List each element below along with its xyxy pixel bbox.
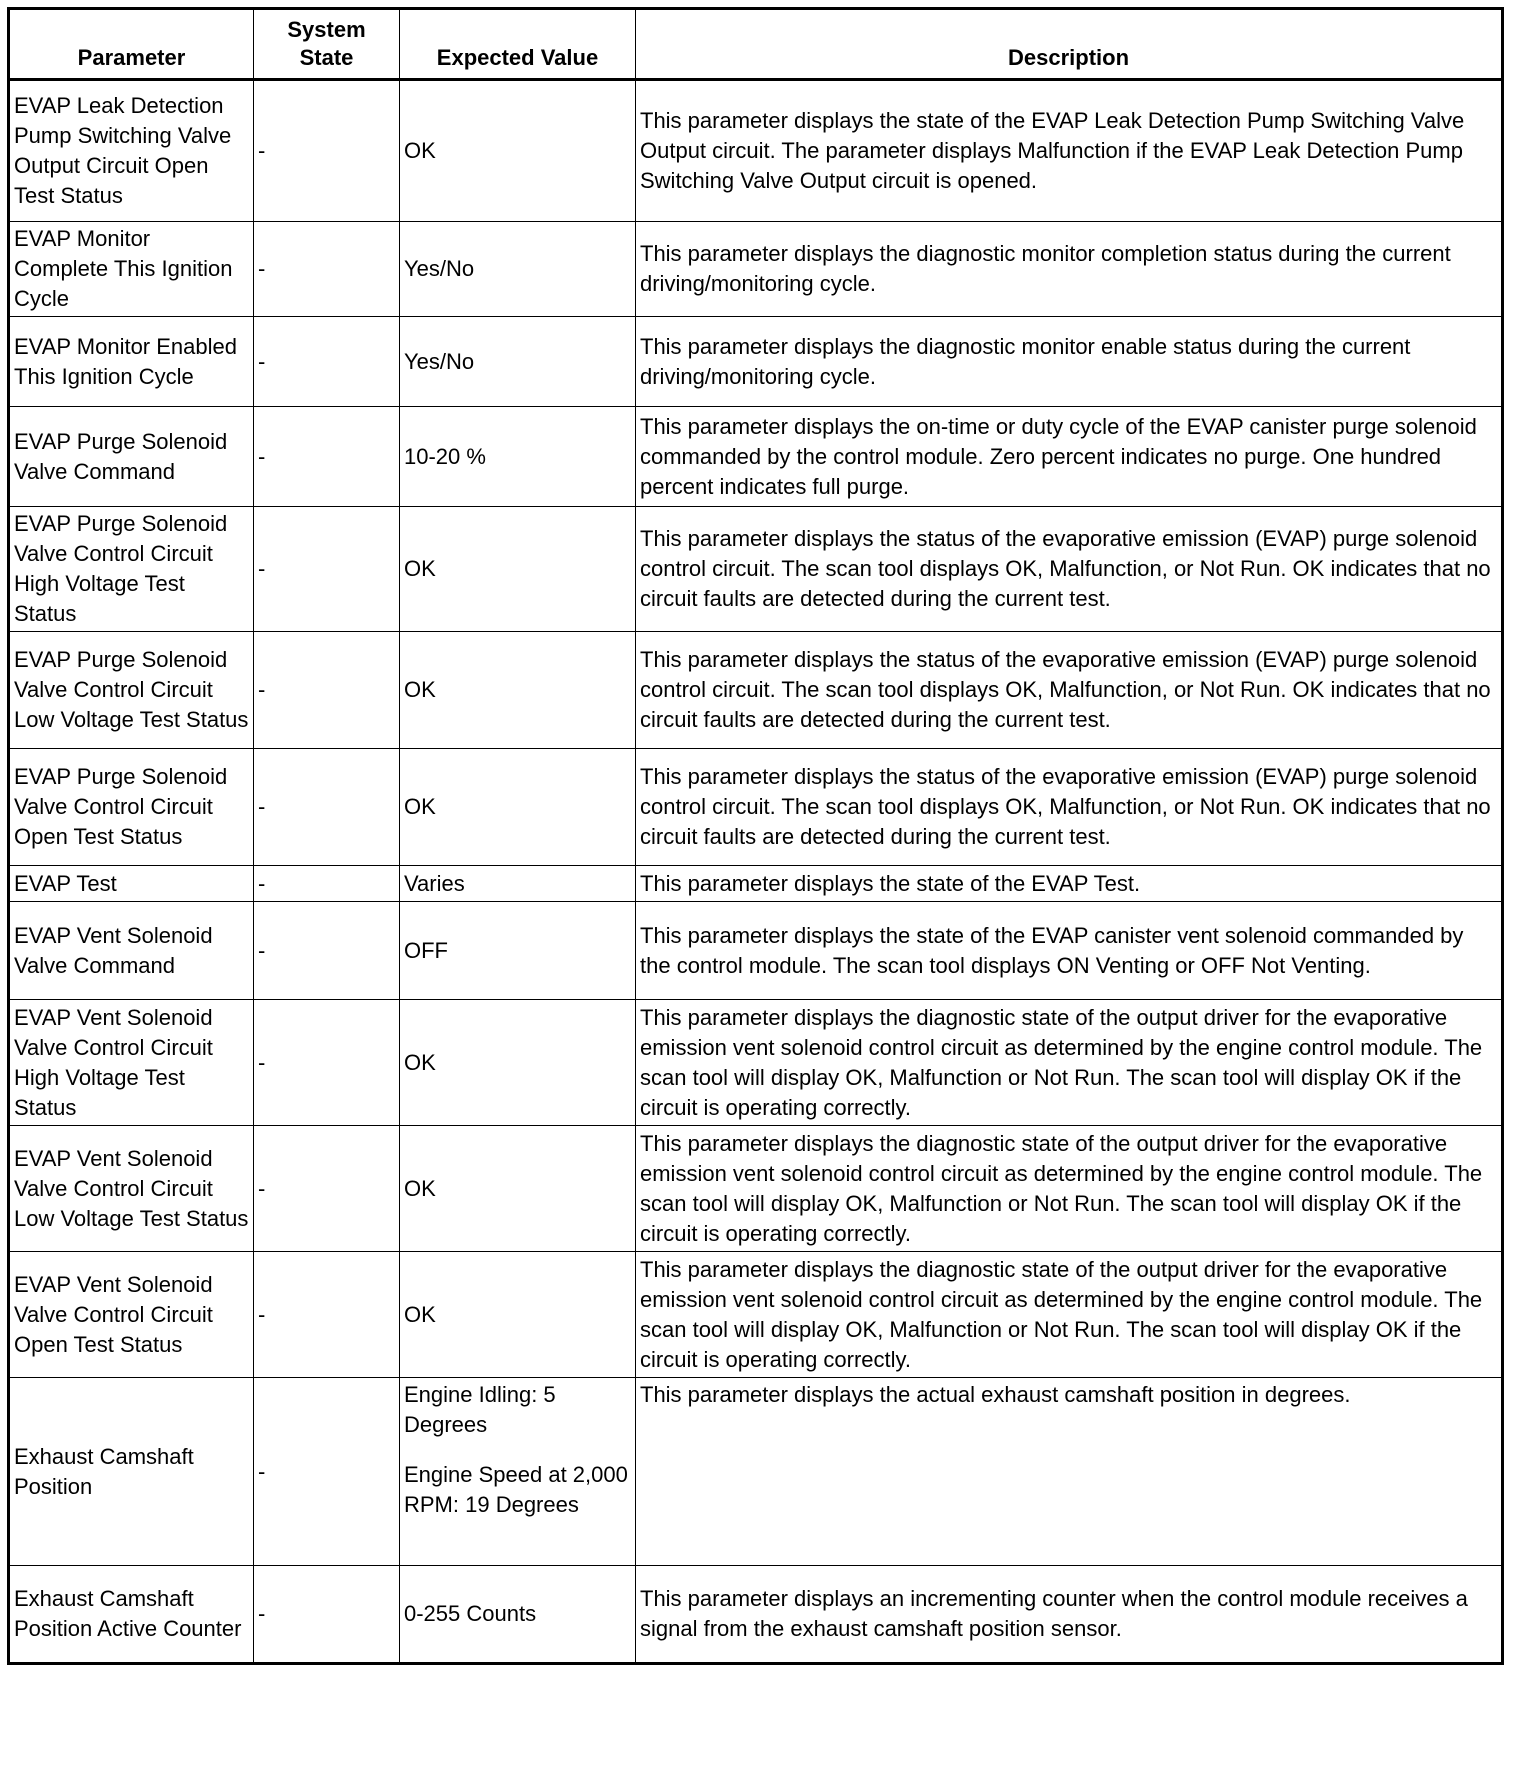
description-cell: This parameter displays the actual exhaust camshaft position in degrees. <box>636 1378 1503 1566</box>
table-row <box>9 749 1503 866</box>
expected-value-cell: 10-20 % <box>400 407 636 507</box>
table-row <box>9 1000 1503 1126</box>
system-state-cell: - <box>254 1378 400 1566</box>
parameter-cell: Exhaust Camshaft Position Active Counter <box>9 1566 254 1664</box>
system-state-cell: - <box>254 1252 400 1378</box>
table-row <box>9 1126 1503 1252</box>
parameter-cell: EVAP Vent Solenoid Valve Control Circuit High Voltage Test Status <box>9 1000 254 1126</box>
expected-value-cell: OK <box>400 749 636 866</box>
table-row <box>9 866 1503 902</box>
system-state-cell: - <box>254 1126 400 1252</box>
header-system-state: System State <box>254 9 400 80</box>
expected-value-cell: OK <box>400 1000 636 1126</box>
parameter-cell: EVAP Test <box>9 866 254 902</box>
description-cell: This parameter displays an incrementing counter when the control module receives a signal from the exhaust camshaft position sensor. <box>636 1566 1503 1664</box>
description-cell: This parameter displays the diagnostic state of the output driver for the evaporative emission vent solenoid control circuit as determined by the engine control module. The scan tool will display OK, Malfunction or Not Run. The scan tool will display OK if the circuit is operating correctly. <box>636 1252 1503 1378</box>
description-cell: This parameter displays the state of the EVAP canister vent solenoid commanded by the control module. The scan tool displays ON Venting or OFF Not Venting. <box>636 902 1503 1000</box>
table-row <box>9 507 1503 632</box>
table-row <box>9 1566 1503 1664</box>
parameter-cell: EVAP Purge Solenoid Valve Control Circuit Low Voltage Test Status <box>9 632 254 749</box>
parameter-cell: EVAP Vent Solenoid Valve Control Circuit Low Voltage Test Status <box>9 1126 254 1252</box>
table-row <box>9 902 1503 1000</box>
system-state-cell: - <box>254 407 400 507</box>
parameter-cell: EVAP Monitor Complete This Ignition Cycle <box>9 222 254 317</box>
header-description: Description <box>636 9 1503 80</box>
expected-value-cell: 0-255 Counts <box>400 1566 636 1664</box>
system-state-cell: - <box>254 80 400 222</box>
table-row <box>9 407 1503 507</box>
parameter-cell: EVAP Purge Solenoid Valve Control Circuit High Voltage Test Status <box>9 507 254 632</box>
expected-value-cell <box>400 1378 636 1566</box>
system-state-cell: - <box>254 749 400 866</box>
system-state-cell: - <box>254 866 400 902</box>
description-cell: This parameter displays the state of the EVAP Leak Detection Pump Switching Valve Output circuit. The parameter displays Malfunction if the EVAP Leak Detection Pump Switching Valve Output circuit is opened. <box>636 80 1503 222</box>
expected-value-cell: OK <box>400 80 636 222</box>
parameter-cell: EVAP Purge Solenoid Valve Command <box>9 407 254 507</box>
parameter-cell: EVAP Purge Solenoid Valve Control Circuit Open Test Status <box>9 749 254 866</box>
expected-value-cell: Yes/No <box>400 222 636 317</box>
description-cell: This parameter displays the status of the evaporative emission (EVAP) purge solenoid control circuit. The scan tool displays OK, Malfunction, or Not Run. OK indicates that no circuit faults are detected during the current test. <box>636 632 1503 749</box>
expected-value-cell: OK <box>400 507 636 632</box>
description-cell: This parameter displays the status of the evaporative emission (EVAP) purge solenoid control circuit. The scan tool displays OK, Malfunction, or Not Run. OK indicates that no circuit faults are detected during the current test. <box>636 507 1503 632</box>
table-row <box>9 1378 1503 1566</box>
parameter-cell: EVAP Monitor Enabled This Ignition Cycle <box>9 317 254 407</box>
expected-value-cell: OK <box>400 1252 636 1378</box>
expected-value-cell: Varies <box>400 866 636 902</box>
table-row <box>9 80 1503 222</box>
parameter-cell: EVAP Vent Solenoid Valve Command <box>9 902 254 1000</box>
parameter-table <box>7 7 1504 1665</box>
description-cell: This parameter displays the diagnostic state of the output driver for the evaporative emission vent solenoid control circuit as determined by the engine control module. The scan tool will display OK, Malfunction or Not Run. The scan tool will display OK if the circuit is operating correctly. <box>636 1126 1503 1252</box>
system-state-cell: - <box>254 507 400 632</box>
expected-value-cell: Yes/No <box>400 317 636 407</box>
system-state-cell: - <box>254 317 400 407</box>
expected-value-2000rpm: Engine Speed at 2,000 RPM: 19 Degrees <box>404 1462 628 1517</box>
table-row <box>9 317 1503 407</box>
system-state-cell: - <box>254 1000 400 1126</box>
expected-value-cell: OK <box>400 632 636 749</box>
parameter-cell: EVAP Leak Detection Pump Switching Valve Output Circuit Open Test Status <box>9 80 254 222</box>
system-state-cell: - <box>254 902 400 1000</box>
system-state-cell: - <box>254 632 400 749</box>
expected-value-cell: OK <box>400 1126 636 1252</box>
parameter-cell: EVAP Vent Solenoid Valve Control Circuit Open Test Status <box>9 1252 254 1378</box>
description-cell: This parameter displays the diagnostic state of the output driver for the evaporative emission vent solenoid control circuit as determined by the engine control module. The scan tool will display OK, Malfunction or Not Run. The scan tool will display OK if the circuit is operating correctly. <box>636 1000 1503 1126</box>
system-state-cell: - <box>254 1566 400 1664</box>
description-cell: This parameter displays the diagnostic monitor enable status during the current driving/monitoring cycle. <box>636 317 1503 407</box>
expected-value-spacer <box>404 1440 631 1460</box>
description-cell: This parameter displays the status of the evaporative emission (EVAP) purge solenoid control circuit. The scan tool displays OK, Malfunction, or Not Run. OK indicates that no circuit faults are detected during the current test. <box>636 749 1503 866</box>
description-cell: This parameter displays the diagnostic monitor completion status during the current driving/monitoring cycle. <box>636 222 1503 317</box>
table-header-row <box>9 9 1503 80</box>
parameter-cell: Exhaust Camshaft Position <box>9 1378 254 1566</box>
description-cell: This parameter displays the on-time or duty cycle of the EVAP canister purge solenoid commanded by the control module. Zero percent indicates no purge. One hundred percent indicates full purge. <box>636 407 1503 507</box>
header-parameter: Parameter <box>9 9 254 80</box>
description-cell: This parameter displays the state of the EVAP Test. <box>636 866 1503 902</box>
system-state-cell: - <box>254 222 400 317</box>
table-row <box>9 1252 1503 1378</box>
header-expected-value: Expected Value <box>400 9 636 80</box>
expected-value-idle: Engine Idling: 5 Degrees <box>404 1382 556 1437</box>
expected-value-cell: OFF <box>400 902 636 1000</box>
table-row <box>9 222 1503 317</box>
table-row <box>9 632 1503 749</box>
